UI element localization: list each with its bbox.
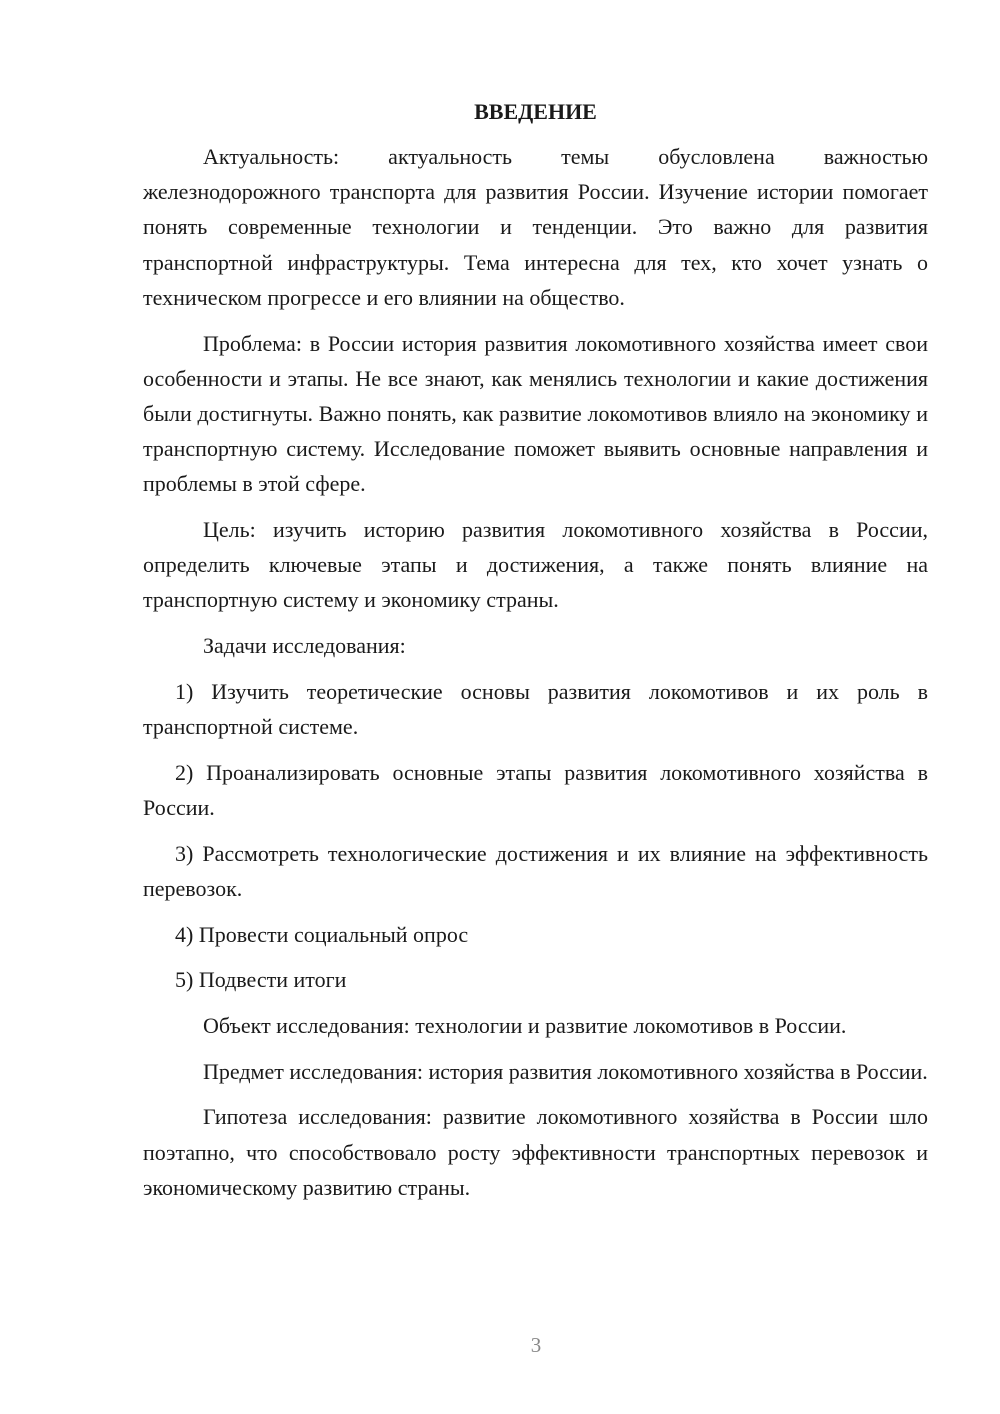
subject-paragraph: Предмет исследования: история развития локомотивного хозяйства в России.	[203, 1058, 928, 1084]
page-number: 3	[530, 1333, 542, 1357]
document-page	[143, 94, 928, 1215]
problem-paragraph: Проблема: в России история развития локомотивного хозяйства имеет свои особенности и этапы. Не все знают, как менялись технологии и какие достижения были достигнуты. Важно понять, как развитие локомотивов влияло на экономику и транспортную систему. Исследование поможет выявить основные направления и проблемы в этой сфере.	[143, 330, 928, 497]
task-item: 5) Подвести итоги	[175, 967, 347, 993]
goal-paragraph: Цель: изучить историю развития локомотивного хозяйства в России, определить ключевые этапы и достижения, а также понять влияние на транспортную систему и экономику страны.	[143, 517, 928, 613]
hypothesis-paragraph: Гипотеза исследования: развитие локомотивного хозяйства в России шло поэтапно, что способствовало росту эффективности транспортных перевозок и экономическому развитию страны.	[143, 1104, 928, 1200]
section-title: ВВЕДЕНИЕ	[474, 99, 597, 124]
task-item: 3) Рассмотреть технологические достижения и их влияние на эффективность перевозок.	[143, 840, 928, 901]
task-item: 2) Проанализировать основные этапы развития локомотивного хозяйства в России.	[143, 759, 928, 820]
tasks-heading: Задачи исследования:	[203, 633, 406, 659]
task-item: 4) Провести социальный опрос	[175, 921, 469, 947]
relevance-paragraph: Актуальность: актуальность темы обусловлена важностью железнодорожного транспорта для развития России. Изучение истории помогает понять современные технологии и тенденции. Это важно для развития транспортной инфраструктуры. Тема интересна для тех, кто хочет узнать о техническом прогрессе и его влиянии на общество.	[143, 144, 928, 310]
object-paragraph: Объект исследования: технологии и развитие локомотивов в России.	[203, 1012, 847, 1038]
task-item: 1) Изучить теоретические основы развития локомотивов и их роль в транспортной системе.	[143, 678, 928, 740]
